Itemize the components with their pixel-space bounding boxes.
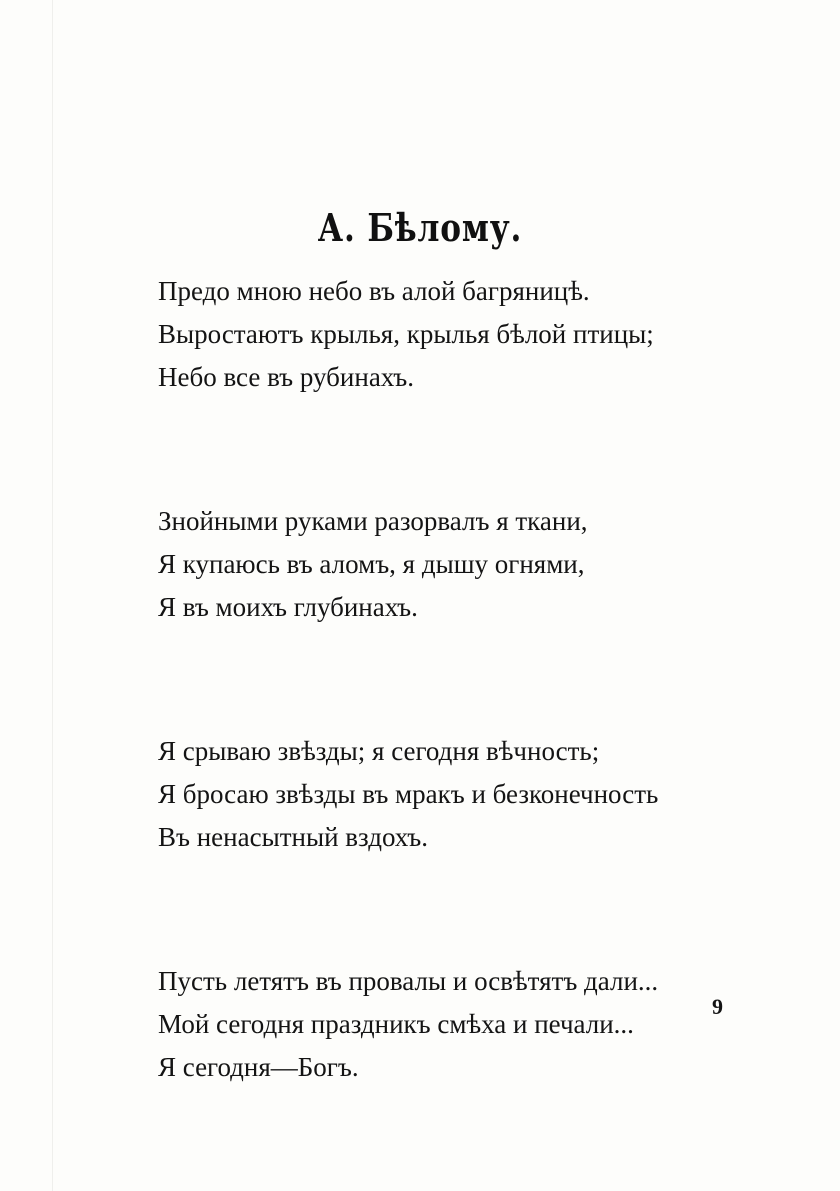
poem-line: Пусть летятъ въ провалы и освѣтятъ дали...: [158, 966, 659, 996]
stanza-4: [158, 960, 758, 1089]
poem-line: Я купаюсь въ аломъ, я дышу огнями,: [158, 549, 585, 579]
poem-line: Мой сегодня праздникъ смѣха и печали...: [158, 1009, 634, 1039]
poem-line: Предо мною небо въ алой багряницѣ.: [158, 276, 590, 306]
stanza-3: [158, 730, 758, 859]
poem-line: Я въ моихъ глубинахъ.: [158, 592, 418, 622]
stanza-2: [158, 500, 758, 629]
page-gutter-shadow: [52, 0, 53, 1191]
poem-line: Я бросаю звѣзды въ мракъ и безконечность: [158, 779, 659, 809]
poem-body: [158, 270, 758, 1190]
page-number: 9: [712, 994, 723, 1019]
poem-line: Въ ненасытный вздохъ.: [158, 822, 428, 852]
poem-line: Выростаютъ крылья, крылья бѣлой птицы;: [158, 319, 654, 349]
poem-line: Я сегодня—Богъ.: [158, 1052, 359, 1082]
poem-title: А. Бѣлому.: [317, 205, 523, 250]
stanza-1: [158, 270, 758, 399]
poem-line: Знойными руками разорвалъ я ткани,: [158, 506, 588, 536]
poem-line: Небо все въ рубинахъ.: [158, 362, 414, 392]
poem-line: Я срываю звѣзды; я сегодня вѣчность;: [158, 736, 600, 766]
